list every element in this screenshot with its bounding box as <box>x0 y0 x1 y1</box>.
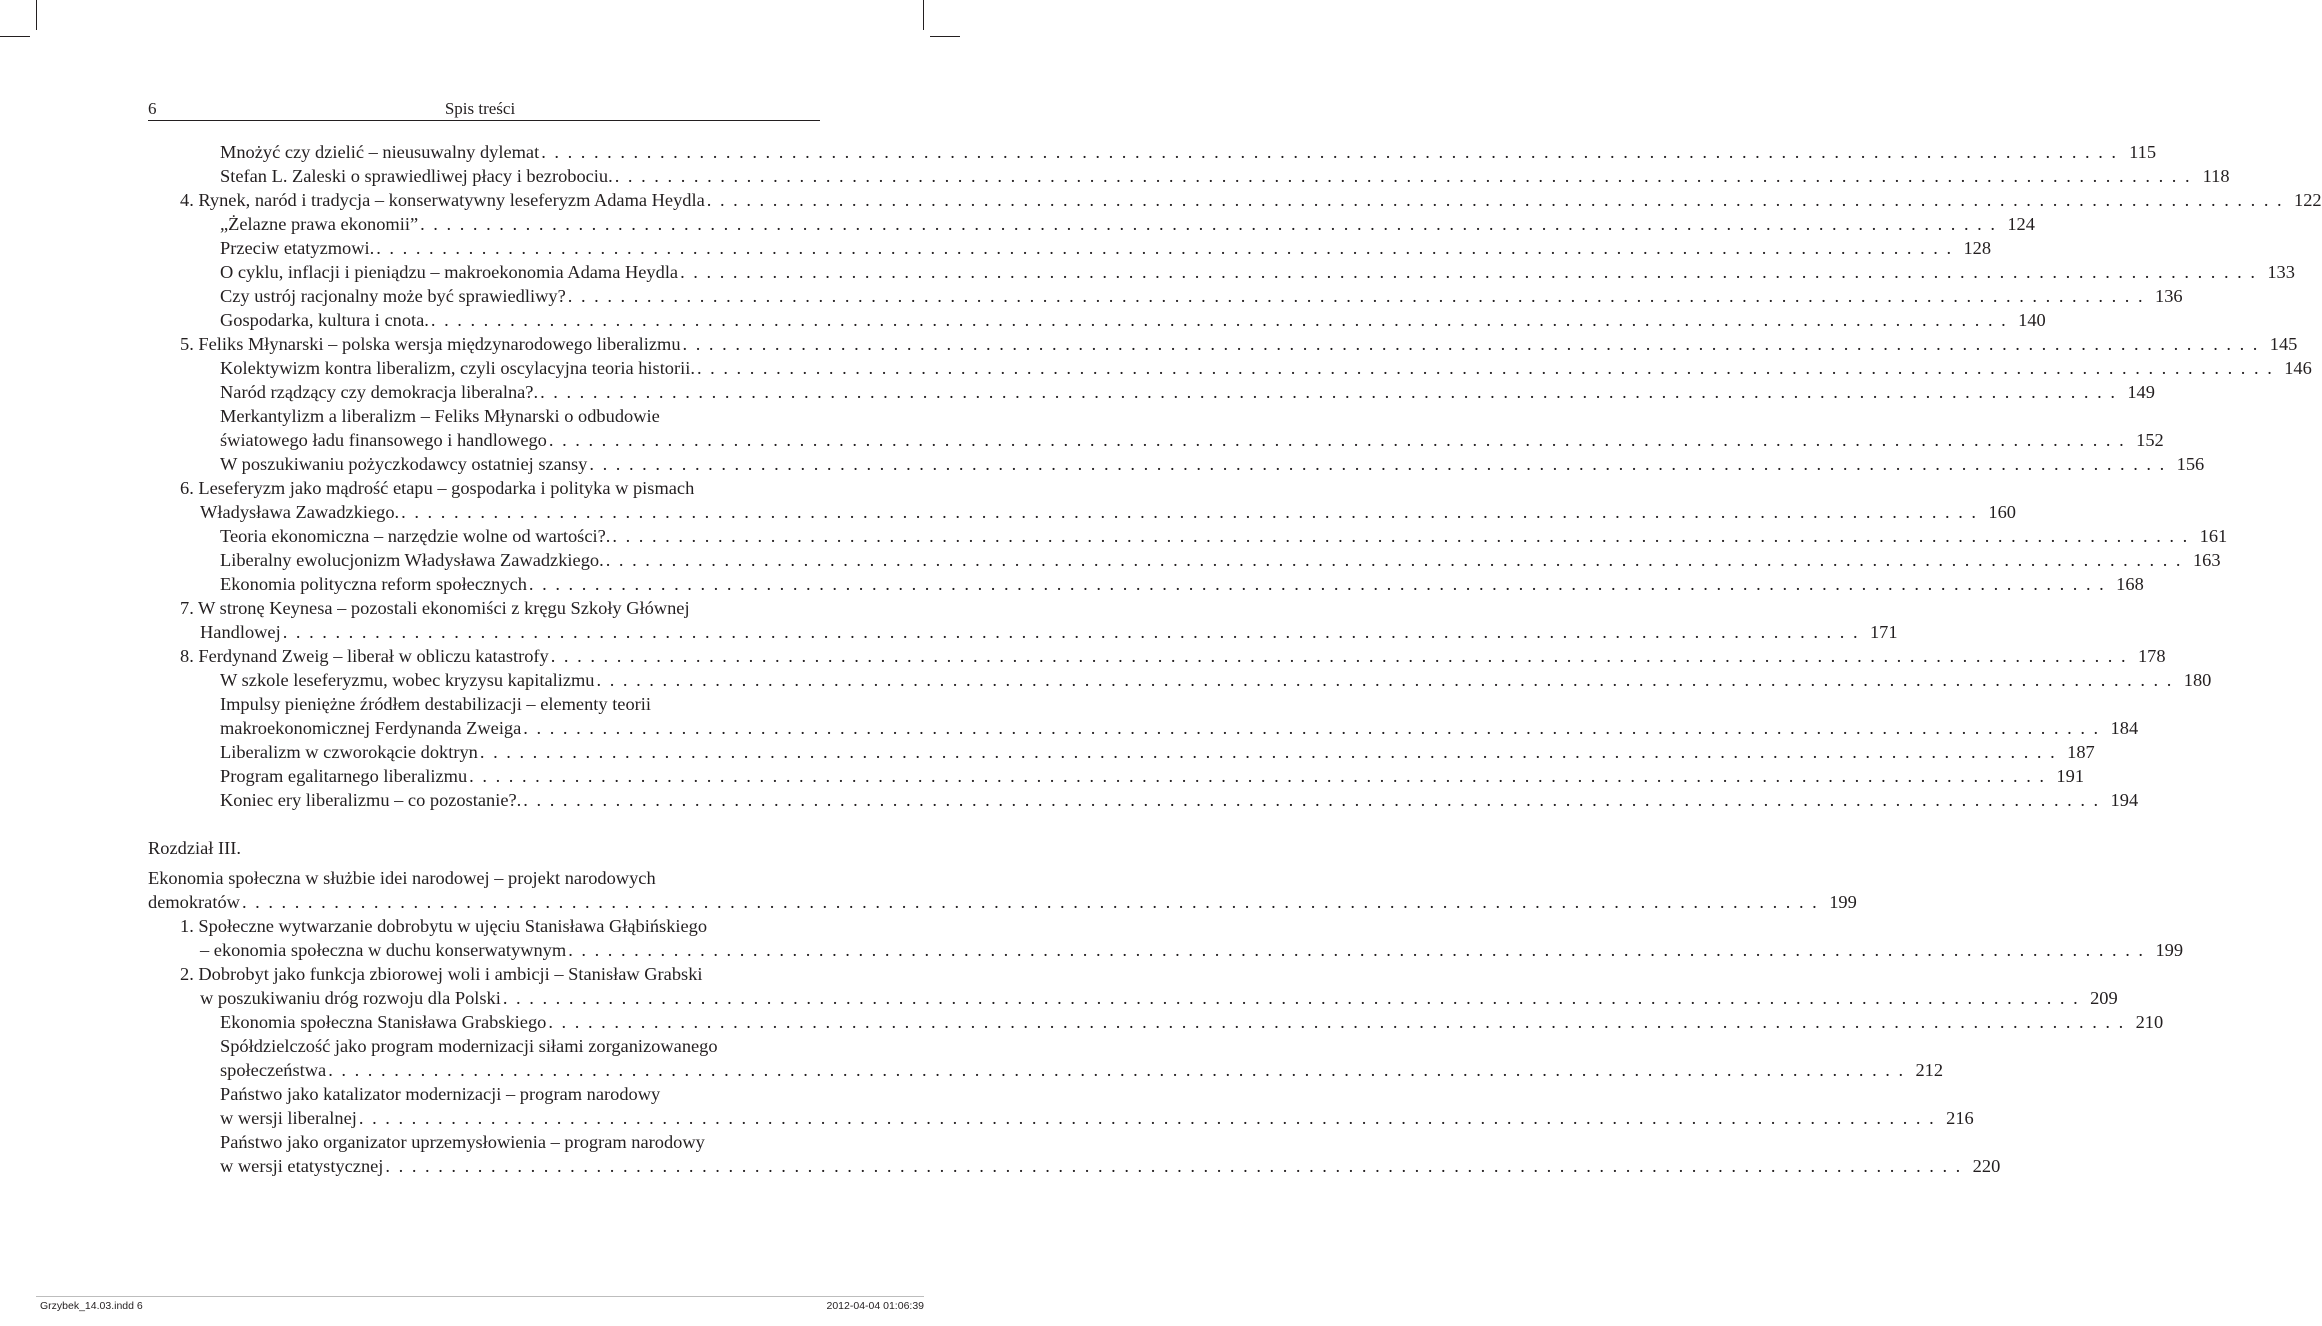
toc-entry <box>200 500 2016 524</box>
toc-entry-title: Handlowej <box>200 622 281 642</box>
toc-page-number: 180 <box>2183 670 2212 690</box>
dot-leader: . . . . . . . . . . . . . . . . . . . . . . . . . . . . . . . . . . . . . . . . . . . . . . . . . . . . . . . . . . . . . . . . . . . . . . . . . . . . . . . . . . . . . . . . . . . . . . . . . . . . . . . . . . . . . . . . . . . . . . . . <box>528 574 2106 594</box>
dot-leader: . . . . . . . . . . . . . . . . . . . . . . . . . . . . . . . . . . . . . . . . . . . . . . . . . . . . . . . . . . . . . . . . . . . . . . . . . . . . . . . . . . . . . . . . . . . . . . . . . . . . . . . . . . . . . . . . . . . . . . . . <box>680 262 2257 282</box>
toc-entry <box>220 1010 2164 1034</box>
toc-entry-title: Kolektywizm kontra liberalizm, czyli oscylacyjna teoria historii. <box>220 358 695 378</box>
toc-entry-title: Czy ustrój racjonalny może być sprawiedliwy? <box>220 286 566 306</box>
toc-entry-title: Państwo jako organizator uprzemysłowienia – program narodowy <box>220 1132 705 1152</box>
toc-entry <box>220 764 2085 788</box>
dot-leader: . . . . . . . . . . . . . . . . . . . . . . . . . . . . . . . . . . . . . . . . . . . . . . . . . . . . . . . . . . . . . . . . . . . . . . . . . . . . . . . . . . . . . . . . . . . . . . . . . . . . . . . . . . . . . . . . . . . . . . . . <box>541 142 2119 162</box>
dot-leader: . . . . . . . . . . . . . . . . . . . . . . . . . . . . . . . . . . . . . . . . . . . . . . . . . . . . . . . . . . . . . . . . . . . . . . . . . . . . . . . . . . . . . . . . . . . . . . . . . . . . . . . . . . . . . . . . . . . . . . . . <box>696 358 2274 378</box>
page-number: 6 <box>148 99 157 118</box>
toc-entry-title: Ekonomia społeczna w służbie idei narodowej – projekt narodowych <box>148 868 656 888</box>
toc-entry-title: 6. Leseferyzm jako mądrość etapu – gospodarka i polityka w pismach <box>180 478 695 498</box>
dot-leader: . . . . . . . . . . . . . . . . . . . . . . . . . . . . . . . . . . . . . . . . . . . . . . . . . . . . . . . . . . . . . . . . . . . . . . . . . . . . . . . . . . . . . . . . . . . . . . . . . . . . . . . . . . . . . . . . . . . . . . . . <box>540 382 2117 402</box>
running-title: Spis treści <box>444 99 516 118</box>
toc-entry-title: społeczeństwa <box>220 1060 327 1080</box>
dot-leader: . . . . . . . . . . . . . . . . . . . . . . . . . . . . . . . . . . . . . . . . . . . . . . . . . . . . . . . . . . . . . . . . . . . . . . . . . . . . . . . . . . . . . . . . . . . . . . . . . . . . . . . . . . . . . . . . . . . . . . . . <box>241 892 1819 912</box>
toc-entry-continuation <box>220 1034 820 1058</box>
toc-entry-title: Koniec ery liberalizmu – co pozostanie?. <box>220 790 522 810</box>
toc-entry <box>200 986 2118 1010</box>
toc-entry <box>200 938 2184 962</box>
dot-leader: . . . . . . . . . . . . . . . . . . . . . . . . . . . . . . . . . . . . . . . . . . . . . . . . . . . . . . . . . . . . . . . . . . . . . . . . . . . . . . . . . . . . . . . . . . . . . . . . . . . . . . . . . . . . . . . . . . . . . . . . <box>328 1060 1906 1080</box>
dot-leader: . . . . . . . . . . . . . . . . . . . . . . . . . . . . . . . . . . . . . . . . . . . . . . . . . . . . . . . . . . . . . . . . . . . . . . . . . . . . . . . . . . . . . . . . . . . . . . . . . . . . . . . . . . . . . . . . . . . . . . . . <box>430 310 2008 330</box>
toc-entry <box>220 164 2230 188</box>
toc-entry-title: makroekonomicznej Ferdynanda Zweiga <box>220 718 522 738</box>
toc-page-number: 156 <box>2176 454 2205 474</box>
toc-entry <box>220 428 2164 452</box>
toc-entry-title: Mnożyć czy dzielić – nieusuwalny dylemat <box>220 142 540 162</box>
toc-page-number: 187 <box>2067 742 2095 762</box>
dot-leader: . . . . . . . . . . . . . . . . . . . . . . . . . . . . . . . . . . . . . . . . . . . . . . . . . . . . . . . . . . . . . . . . . . . . . . . . . . . . . . . . . . . . . . . . . . . . . . . . . . . . . . . . . . . . . . . . . . . . . . . . <box>550 646 2128 666</box>
dot-leader: . . . . . . . . . . . . . . . . . . . . . . . . . . . . . . . . . . . . . . . . . . . . . . . . . . . . . . . . . . . . . . . . . . . . . . . . . . . . . . . . . . . . . . . . . . . . . . . . . . . . . . . . . . . . . . . . . . . . . . . . <box>614 166 2192 186</box>
dot-leader: . . . . . . . . . . . . . . . . . . . . . . . . . . . . . . . . . . . . . . . . . . . . . . . . . . . . . . . . . . . . . . . . . . . . . . . . . . . . . . . . . . . . . . . . . . . . . . . . . . . . . . . . . . . . . . . . . . . . . . . . <box>358 1108 1936 1128</box>
toc-entry-continuation <box>220 404 820 428</box>
toc-entry-title: Spółdzielczość jako program modernizacji siłami zorganizowanego <box>220 1036 718 1056</box>
toc-page-number: 178 <box>2137 646 2166 666</box>
toc-entry-title: Liberalny ewolucjonizm Władysława Zawadzkiego. <box>220 550 604 570</box>
footer-timestamp: 2012-04-04 01:06:39 <box>826 1300 924 1312</box>
toc-entry-title: Impulsy pieniężne źródłem destabilizacji – elementy teorii <box>220 694 652 714</box>
toc-entry-continuation <box>148 866 820 890</box>
toc-page-number: 145 <box>2269 334 2298 354</box>
toc-entry-title: Stefan L. Zaleski o sprawiedliwej płacy i bezrobociu. <box>220 166 613 186</box>
toc-page-number: 133 <box>2267 262 2295 282</box>
toc-entry <box>220 212 2035 236</box>
toc-entry <box>220 668 2212 692</box>
toc-page-number: 160 <box>1988 502 2016 522</box>
toc-entry-title: Teoria ekonomiczna – narzędzie wolne od wartości?. <box>220 526 611 546</box>
toc-entry-continuation <box>180 914 820 938</box>
toc-entry-title: 7. W stronę Keynesa – pozostali ekonomiści z kręgu Szkoły Głównej <box>180 598 690 618</box>
toc-page-number: 168 <box>2116 574 2144 594</box>
toc-entry-title: O cyklu, inflacji i pieniądzu – makroekonomia Adama Heydla <box>220 262 679 282</box>
toc-page-number: 140 <box>2018 310 2046 330</box>
dot-leader: . . . . . . . . . . . . . . . . . . . . . . . . . . . . . . . . . . . . . . . . . . . . . . . . . . . . . . . . . . . . . . . . . . . . . . . . . . . . . . . . . . . . . . . . . . . . . . . . . . . . . . . . . . . . . . . . . . . . . . . . <box>523 718 2101 738</box>
toc-entry-title: w wersji liberalnej <box>220 1108 357 1128</box>
toc-entry <box>220 548 2221 572</box>
toc-entry-title: w wersji etatystycznej <box>220 1156 384 1176</box>
crop-mark <box>923 0 924 30</box>
toc-entry <box>180 644 2166 668</box>
toc-entry-continuation <box>220 1082 820 1106</box>
toc-page-number: 210 <box>2135 1012 2164 1032</box>
toc-entry-continuation <box>180 596 820 620</box>
toc-entry <box>220 572 2144 596</box>
toc-entry-continuation <box>180 476 820 500</box>
toc-entry <box>220 1106 1974 1130</box>
toc-entry <box>220 452 2205 476</box>
toc-entry <box>220 260 2295 284</box>
toc-entry-title: Merkantylizm a liberalizm – Feliks Młynarski o odbudowie <box>220 406 660 426</box>
toc-entry <box>180 332 2298 356</box>
toc-page-number: 171 <box>1869 622 1898 642</box>
crop-mark <box>0 36 30 37</box>
toc-page-number: 220 <box>1972 1156 2001 1176</box>
footer-file-name: Grzybek_14.03.indd 6 <box>40 1300 143 1312</box>
dot-leader: . . . . . . . . . . . . . . . . . . . . . . . . . . . . . . . . . . . . . . . . . . . . . . . . . . . . . . . . . . . . . . . . . . . . . . . . . . . . . . . . . . . . . . . . . . . . . . . . . . . . . . . . . . . . . . . . . . . . . . . . <box>523 790 2101 810</box>
toc-entry-title: 2. Dobrobyt jako funkcja zbiorowej woli i ambicji – Stanisław Grabski <box>180 964 703 984</box>
toc-entry-title: w poszukiwaniu dróg rozwoju dla Polski <box>200 988 501 1008</box>
toc-page-number: 161 <box>2199 526 2228 546</box>
toc-entry-title: Ekonomia polityczna reform społecznych <box>220 574 527 594</box>
toc-entry-title: W szkole leseferyzmu, wobec kryzysu kapitalizmu <box>220 670 595 690</box>
toc-entry <box>200 620 1898 644</box>
toc-page-number: 124 <box>2007 214 2035 234</box>
toc-page-number: 115 <box>2129 142 2157 162</box>
dot-leader: . . . . . . . . . . . . . . . . . . . . . . . . . . . . . . . . . . . . . . . . . . . . . . . . . . . . . . . . . . . . . . . . . . . . . . . . . . . . . . . . . . . . . . . . . . . . . . . . . . . . . . . . . . . . . . . . . . . . . . . . <box>589 454 2167 474</box>
dot-leader: . . . . . . . . . . . . . . . . . . . . . . . . . . . . . . . . . . . . . . . . . . . . . . . . . . . . . . . . . . . . . . . . . . . . . . . . . . . . . . . . . . . . . . . . . . . . . . . . . . . . . . . . . . . . . . . . . . . . . . . . <box>420 214 1997 234</box>
toc-entry-continuation <box>220 692 820 716</box>
dot-leader: . . . . . . . . . . . . . . . . . . . . . . . . . . . . . . . . . . . . . . . . . . . . . . . . . . . . . . . . . . . . . . . . . . . . . . . . . . . . . . . . . . . . . . . . . . . . . . . . . . . . . . . . . . . . . . . . . . . . . . . . <box>682 334 2260 354</box>
toc-page-number: 122 <box>2294 190 2322 210</box>
toc-page-number: 152 <box>2136 430 2164 450</box>
toc-entry <box>220 788 2139 812</box>
toc-entry <box>220 716 2139 740</box>
toc-entry-title: Władysława Zawadzkiego. <box>200 502 400 522</box>
toc-page-number: 209 <box>2090 988 2118 1008</box>
chapter-heading: Rozdział III. <box>148 838 241 858</box>
toc-entry <box>148 890 1857 914</box>
toc-entry <box>220 524 2228 548</box>
dot-leader: . . . . . . . . . . . . . . . . . . . . . . . . . . . . . . . . . . . . . . . . . . . . . . . . . . . . . . . . . . . . . . . . . . . . . . . . . . . . . . . . . . . . . . . . . . . . . . . . . . . . . . . . . . . . . . . . . . . . . . . . <box>596 670 2174 690</box>
toc-entry-title: Państwo jako katalizator modernizacji – program narodowy <box>220 1084 661 1104</box>
toc-entry <box>220 380 2155 404</box>
toc-page-number: 199 <box>1829 892 1857 912</box>
toc-entry-title: – ekonomia społeczna w duchu konserwatywnym <box>200 940 567 960</box>
dot-leader: . . . . . . . . . . . . . . . . . . . . . . . . . . . . . . . . . . . . . . . . . . . . . . . . . . . . . . . . . . . . . . . . . . . . . . . . . . . . . . . . . . . . . . . . . . . . . . . . . . . . . . . . . . . . . . . . . . . . . . . . <box>567 286 2145 306</box>
dot-leader: . . . . . . . . . . . . . . . . . . . . . . . . . . . . . . . . . . . . . . . . . . . . . . . . . . . . . . . . . . . . . . . . . . . . . . . . . . . . . . . . . . . . . . . . . . . . . . . . . . . . . . . . . . . . . . . . . . . . . . . . <box>401 502 1978 522</box>
toc-entry <box>220 1058 1944 1082</box>
toc-page-number: 212 <box>1915 1060 1944 1080</box>
dot-leader: . . . . . . . . . . . . . . . . . . . . . . . . . . . . . . . . . . . . . . . . . . . . . . . . . . . . . . . . . . . . . . . . . . . . . . . . . . . . . . . . . . . . . . . . . . . . . . . . . . . . . . . . . . . . . . . . . . . . . . . . <box>282 622 1860 642</box>
toc-entry-title: demokratów <box>148 892 240 912</box>
toc-page-number: 216 <box>1946 1108 1974 1128</box>
toc-page-number: 128 <box>1963 238 1992 258</box>
dot-leader: . . . . . . . . . . . . . . . . . . . . . . . . . . . . . . . . . . . . . . . . . . . . . . . . . . . . . . . . . . . . . . . . . . . . . . . . . . . . . . . . . . . . . . . . . . . . . . . . . . . . . . . . . . . . . . . . . . . . . . . . <box>568 940 2146 960</box>
toc-page-number: 118 <box>2202 166 2230 186</box>
toc-entry <box>220 308 2046 332</box>
toc-entry <box>220 356 2312 380</box>
dot-leader: . . . . . . . . . . . . . . . . . . . . . . . . . . . . . . . . . . . . . . . . . . . . . . . . . . . . . . . . . . . . . . . . . . . . . . . . . . . . . . . . . . . . . . . . . . . . . . . . . . . . . . . . . . . . . . . . . . . . . . . . <box>548 1012 2126 1032</box>
toc-entry <box>220 236 1992 260</box>
toc-page-number: 199 <box>2155 940 2184 960</box>
toc-entry <box>220 740 2095 764</box>
toc-page-number: 163 <box>2192 550 2221 570</box>
toc-entry-continuation <box>180 962 820 986</box>
dot-leader: . . . . . . . . . . . . . . . . . . . . . . . . . . . . . . . . . . . . . . . . . . . . . . . . . . . . . . . . . . . . . . . . . . . . . . . . . . . . . . . . . . . . . . . . . . . . . . . . . . . . . . . . . . . . . . . . . . . . . . . . <box>502 988 2080 1008</box>
toc-entry-title: „Żelazne prawa ekonomii” <box>220 214 419 234</box>
toc-page-number: 149 <box>2127 382 2155 402</box>
dot-leader: . . . . . . . . . . . . . . . . . . . . . . . . . . . . . . . . . . . . . . . . . . . . . . . . . . . . . . . . . . . . . . . . . . . . . . . . . . . . . . . . . . . . . . . . . . . . . . . . . . . . . . . . . . . . . . . . . . . . . . . . <box>706 190 2284 210</box>
toc-entry-title: Program egalitarnego liberalizmu <box>220 766 468 786</box>
toc-entry-title: światowego ładu finansowego i handlowego <box>220 430 547 450</box>
toc-entry-title: Gospodarka, kultura i cnota. <box>220 310 429 330</box>
toc-entry-title: 8. Ferdynand Zweig – liberał w obliczu katastrofy <box>180 646 549 666</box>
toc-page-number: 194 <box>2110 790 2139 810</box>
dot-leader: . . . . . . . . . . . . . . . . . . . . . . . . . . . . . . . . . . . . . . . . . . . . . . . . . . . . . . . . . . . . . . . . . . . . . . . . . . . . . . . . . . . . . . . . . . . . . . . . . . . . . . . . . . . . . . . . . . . . . . . . <box>376 238 1954 258</box>
dot-leader: . . . . . . . . . . . . . . . . . . . . . . . . . . . . . . . . . . . . . . . . . . . . . . . . . . . . . . . . . . . . . . . . . . . . . . . . . . . . . . . . . . . . . . . . . . . . . . . . . . . . . . . . . . . . . . . . . . . . . . . . <box>385 1156 1963 1176</box>
dot-leader: . . . . . . . . . . . . . . . . . . . . . . . . . . . . . . . . . . . . . . . . . . . . . . . . . . . . . . . . . . . . . . . . . . . . . . . . . . . . . . . . . . . . . . . . . . . . . . . . . . . . . . . . . . . . . . . . . . . . . . . . <box>469 766 2047 786</box>
toc-entry-title: W poszukiwaniu pożyczkodawcy ostatniej szansy <box>220 454 588 474</box>
toc-page-number: 184 <box>2110 718 2139 738</box>
toc-entry <box>220 140 2157 164</box>
toc-entry-title: Naród rządzący czy demokracja liberalna?. <box>220 382 539 402</box>
toc-page-number: 191 <box>2056 766 2085 786</box>
toc-entry <box>180 188 2322 212</box>
dot-leader: . . . . . . . . . . . . . . . . . . . . . . . . . . . . . . . . . . . . . . . . . . . . . . . . . . . . . . . . . . . . . . . . . . . . . . . . . . . . . . . . . . . . . . . . . . . . . . . . . . . . . . . . . . . . . . . . . . . . . . . . <box>548 430 2126 450</box>
toc-entry-title: 4. Rynek, naród i tradycja – konserwatywny leseferyzm Adama Heydla <box>180 190 705 210</box>
toc-entry-title: 5. Feliks Młynarski – polska wersja międzynarodowego liberalizmu <box>180 334 681 354</box>
crop-mark <box>36 0 37 30</box>
toc-page-number: 136 <box>2155 286 2183 306</box>
toc-entry-title: 1. Społeczne wytwarzanie dobrobytu w ujęciu Stanisława Głąbińskiego <box>180 916 708 936</box>
toc-entry-continuation <box>220 1130 820 1154</box>
toc-entry <box>220 1154 2001 1178</box>
toc-entry-title: Liberalizm w czworokącie doktryn <box>220 742 478 762</box>
toc-entry-title: Przeciw etatyzmowi. <box>220 238 375 258</box>
toc-entry <box>220 284 2183 308</box>
toc-page-number: 146 <box>2284 358 2312 378</box>
toc-entry-title: Ekonomia społeczna Stanisława Grabskiego <box>220 1012 547 1032</box>
footer-slug-area <box>36 1296 924 1315</box>
dot-leader: . . . . . . . . . . . . . . . . . . . . . . . . . . . . . . . . . . . . . . . . . . . . . . . . . . . . . . . . . . . . . . . . . . . . . . . . . . . . . . . . . . . . . . . . . . . . . . . . . . . . . . . . . . . . . . . . . . . . . . . . <box>479 742 2057 762</box>
crop-mark <box>930 36 960 37</box>
header-rule <box>148 120 820 121</box>
dot-leader: . . . . . . . . . . . . . . . . . . . . . . . . . . . . . . . . . . . . . . . . . . . . . . . . . . . . . . . . . . . . . . . . . . . . . . . . . . . . . . . . . . . . . . . . . . . . . . . . . . . . . . . . . . . . . . . . . . . . . . . . <box>612 526 2190 546</box>
dot-leader: . . . . . . . . . . . . . . . . . . . . . . . . . . . . . . . . . . . . . . . . . . . . . . . . . . . . . . . . . . . . . . . . . . . . . . . . . . . . . . . . . . . . . . . . . . . . . . . . . . . . . . . . . . . . . . . . . . . . . . . . <box>605 550 2183 570</box>
